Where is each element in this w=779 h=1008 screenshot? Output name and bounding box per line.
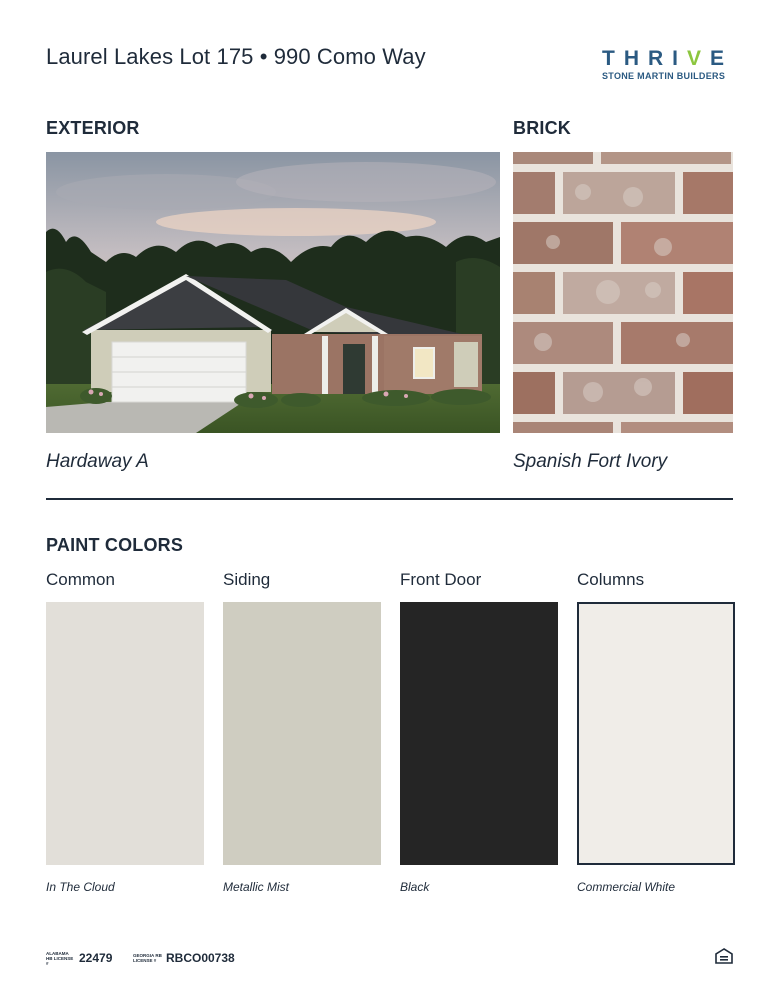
brick-caption: Spanish Fort Ivory: [513, 451, 668, 472]
license-number: 22479: [79, 951, 113, 965]
paint-colors-heading: PAINT COLORS: [46, 535, 184, 555]
license-label: ALABAMA HB LICENSE #: [46, 950, 74, 966]
equal-housing-icon: [715, 948, 733, 964]
license-alabama: [46, 950, 112, 966]
brick-heading: BRICK: [513, 118, 571, 138]
paint-label-common: Common: [46, 570, 115, 589]
paint-label-front-door: Front Door: [400, 570, 482, 589]
exterior-caption: Hardaway A: [46, 451, 149, 472]
paint-label-siding: Siding: [223, 570, 271, 589]
logo-wordmark: THRIVE: [602, 47, 734, 70]
swatch-name-columns: Commercial White: [577, 880, 676, 894]
swatch-columns: [577, 602, 735, 865]
section-divider: [46, 498, 733, 500]
swatch-front-door: [400, 602, 558, 865]
thrive-logo: [602, 48, 738, 84]
swatch-name-siding: Metallic Mist: [223, 880, 290, 894]
logo-subtitle: STONE MARTIN BUILDERS: [602, 71, 726, 81]
license-georgia: [133, 950, 235, 966]
page-title: Laurel Lakes Lot 175 • 990 Como Way: [46, 44, 426, 69]
swatch-name-front-door: Black: [400, 880, 430, 894]
license-label: GEORGIA RB LICENSE #: [133, 953, 162, 963]
swatch-siding: [223, 602, 381, 865]
paint-label-columns: Columns: [577, 570, 645, 589]
exterior-heading: EXTERIOR: [46, 118, 140, 138]
license-number: RBCO00738: [166, 951, 235, 965]
exterior-house-image: [46, 152, 500, 433]
swatch-name-common: In The Cloud: [46, 880, 115, 894]
brick-sample-image: [513, 152, 733, 433]
swatch-common: [46, 602, 204, 865]
